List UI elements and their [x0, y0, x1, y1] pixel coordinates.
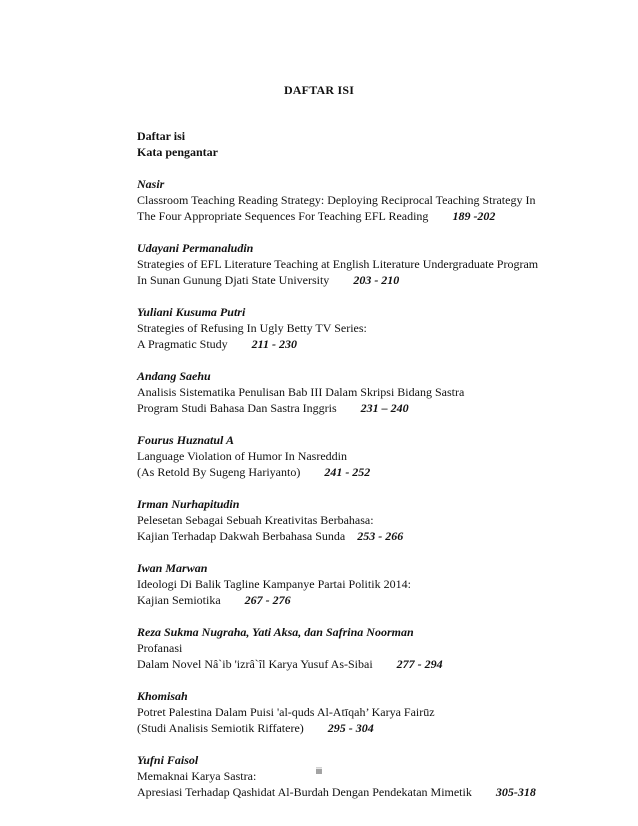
entry-title-line-last: [137, 528, 607, 544]
toc-entry: [137, 304, 607, 352]
entry-title-line: Potret Palestina Dalam Puisi 'al-quds Al-Atīqah’ Karya Fairūz: [137, 705, 435, 719]
entry-title-line-last: [137, 592, 607, 608]
entry-title-text: Program Studi Bahasa Dan Sastra Inggris: [137, 401, 337, 415]
entry-author: Udayani Permanaludin: [137, 241, 254, 255]
entry-title-line-last: [137, 208, 607, 224]
entry-title-text: The Four Appropriate Sequences For Teaching EFL Reading: [137, 209, 429, 223]
entry-author: Yufni Faisol: [137, 753, 199, 767]
entry-title-text: (Studi Analisis Semiotik Riffatere): [137, 721, 304, 735]
toc-entry: [137, 240, 607, 288]
entry-pages: 241 - 252: [324, 465, 371, 479]
entry-pages: 253 - 266: [357, 529, 404, 543]
page-number: iii: [316, 766, 322, 776]
page-title: DAFTAR ISI: [283, 83, 355, 97]
entry-title-text: (As Retold By Sugeng Hariyanto): [137, 465, 301, 479]
entry-title-line-last: [137, 464, 607, 480]
entry-author: Yuliani Kusuma Putri: [137, 305, 246, 319]
entry-pages: 231 – 240: [360, 401, 409, 415]
entry-title-line: Analisis Sistematika Penulisan Bab III Dalam Skripsi Bidang Sastra: [137, 385, 465, 399]
entry-title-line-last: [137, 336, 607, 352]
front-matter: [137, 128, 607, 160]
entry-title-line: Memaknai Karya Sastra:: [137, 769, 257, 783]
entry-author: Nasir: [137, 177, 165, 191]
entry-author: Reza Sukma Nugraha, Yati Aksa, dan Safrina Noorman: [137, 625, 414, 639]
entry-title-line-last: [137, 784, 607, 800]
entry-title-text: Apresiasi Terhadap Qashidat Al-Burdah Dengan Pendekatan Mimetik: [137, 785, 472, 799]
toc-entry: [137, 176, 607, 224]
entry-title-line-last: [137, 400, 607, 416]
entry-pages: 211 - 230: [251, 337, 298, 351]
entry-title-text: Kajian Terhadap Dakwah Berbahasa Sunda: [137, 529, 346, 543]
entry-title-text: Dalam Novel Nâ`ib 'izrâ`îl Karya Yusuf As-Sibai: [137, 657, 373, 671]
entry-author: Irman Nurhapitudin: [137, 497, 240, 511]
entry-title-line-last: [137, 656, 607, 672]
entry-title-line: Ideologi Di Balik Tagline Kampanye Partai Politik 2014:: [137, 577, 411, 591]
entry-author: Andang Saehu: [137, 369, 211, 383]
entry-title-text: A Pragmatic Study: [137, 337, 228, 351]
entry-title-line: Strategies of Refusing In Ugly Betty TV Series:: [137, 321, 367, 335]
entry-title-line: Classroom Teaching Reading Strategy: Deploying Reciprocal Teaching Strategy In: [137, 193, 536, 207]
toc-entry: [137, 752, 607, 800]
toc-entry: [137, 368, 607, 416]
entry-pages: 267 - 276: [244, 593, 291, 607]
toc-entry: [137, 688, 607, 736]
entry-title-line-last: [137, 272, 607, 288]
entry-author: Iwan Marwan: [137, 561, 208, 575]
toc-entry: [137, 496, 607, 544]
entry-title-text: Kajian Semiotika: [137, 593, 221, 607]
entry-pages: 295 - 304: [327, 721, 374, 735]
table-of-contents: [137, 128, 607, 800]
toc-entry: [137, 624, 607, 672]
front-matter-item: Daftar isi: [137, 129, 186, 143]
entry-pages: 277 - 294: [396, 657, 443, 671]
front-matter-item: Kata pengantar: [137, 145, 218, 159]
entry-title-line: Language Violation of Humor In Nasreddin: [137, 449, 348, 463]
entry-title-line: Strategies of EFL Literature Teaching at English Literature Undergraduate Program: [137, 257, 539, 271]
toc-entry: [137, 560, 607, 608]
entry-title-line-last: [137, 720, 607, 736]
entry-title-line: Pelesetan Sebagai Sebuah Kreativitas Berbahasa:: [137, 513, 374, 527]
toc-entry: [137, 432, 607, 480]
entry-author: Fourus Huznatul A: [137, 433, 234, 447]
entry-pages: 189 -202: [452, 209, 496, 223]
entry-pages: 305-318: [495, 785, 536, 799]
entry-author: Khomisah: [137, 689, 188, 703]
entry-title-text: In Sunan Gunung Djati State University: [137, 273, 330, 287]
entry-title-line: Profanasi: [137, 641, 183, 655]
entry-pages: 203 - 210: [353, 273, 400, 287]
